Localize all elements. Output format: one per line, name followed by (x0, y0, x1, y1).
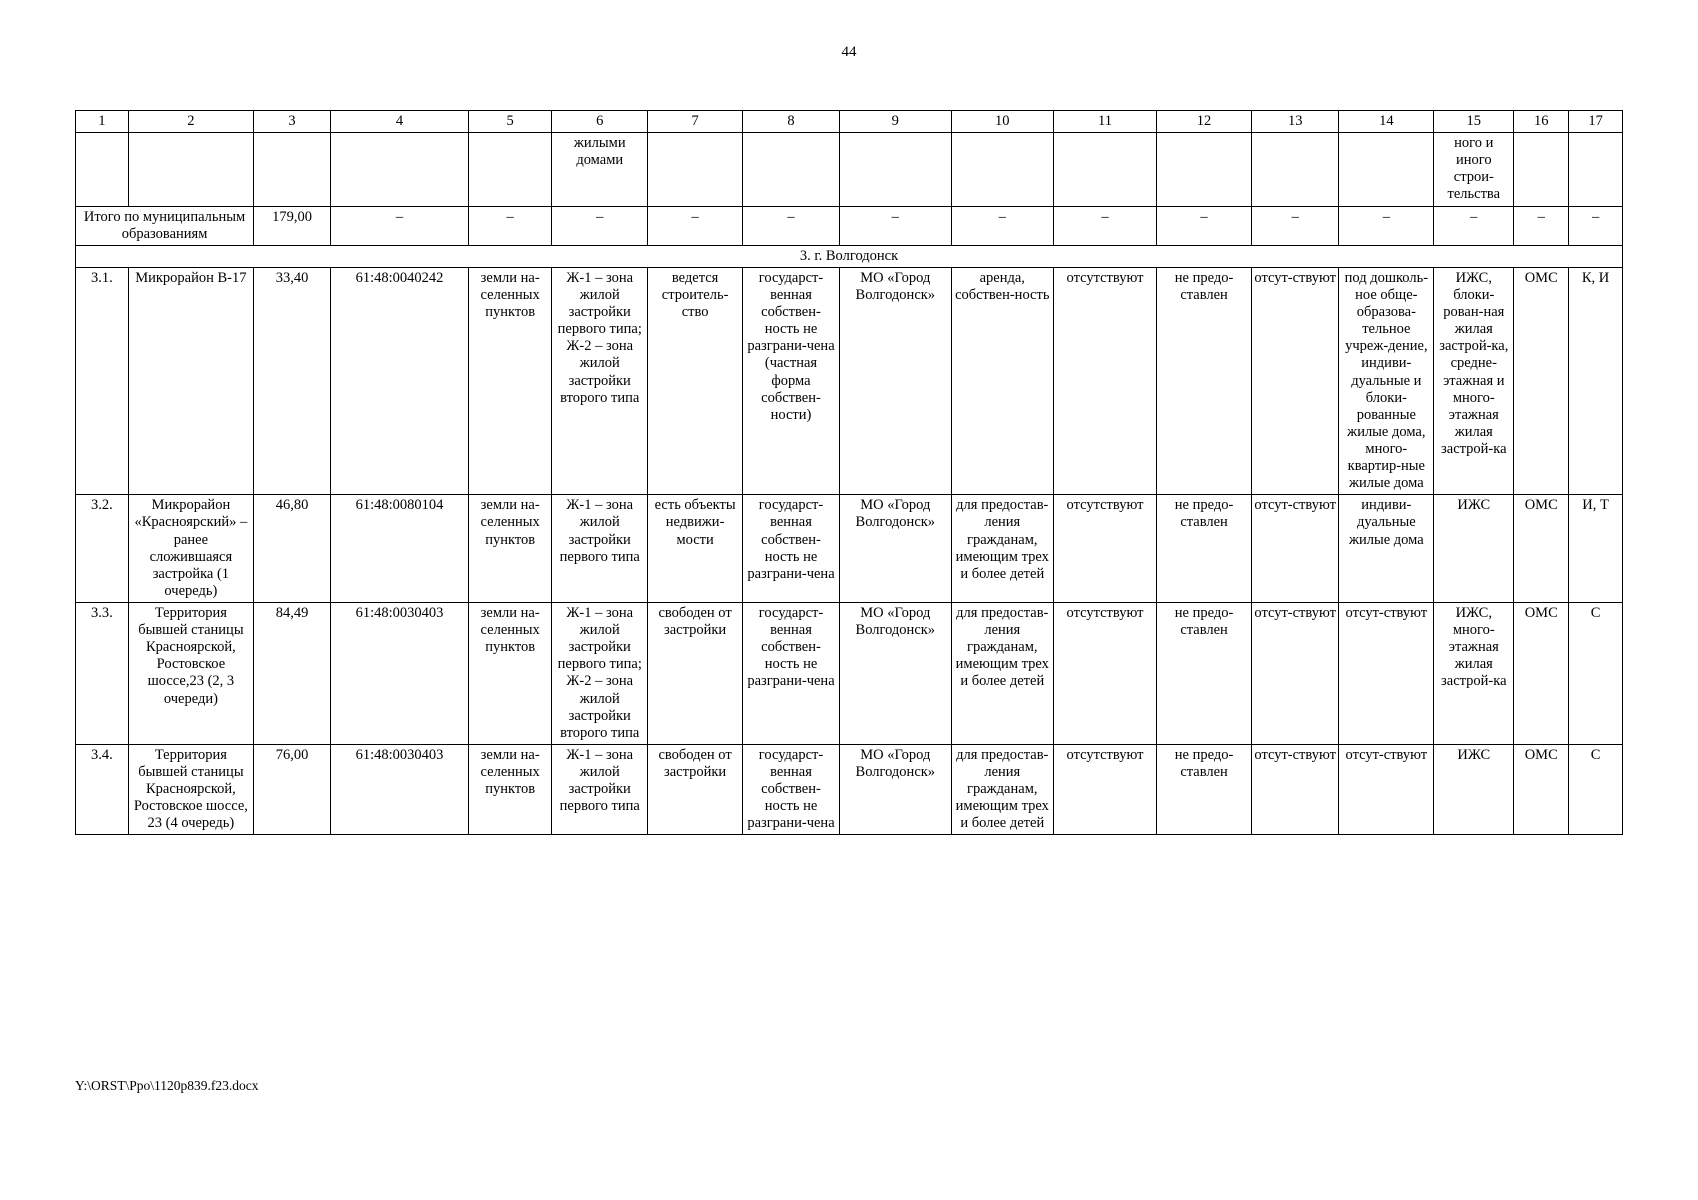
row-category: земли на-селенных пунктов (469, 267, 552, 494)
continued-c5 (469, 133, 552, 206)
row-building-type: ИЖС (1434, 744, 1514, 835)
footer-file-path: Y:\ORST\Ppo\1120p839.f23.docx (75, 1078, 259, 1093)
row-objects: отсут-ствуют (1251, 495, 1338, 603)
row-authority: ОМС (1514, 495, 1569, 603)
continued-c17 (1569, 133, 1623, 206)
row-encumbrances: отсутствуют (1053, 495, 1156, 603)
row-use: для предостав-ления гражданам, имеющим трех и более детей (951, 495, 1053, 603)
column-number-row (76, 111, 1623, 133)
row-planned: отсут-ствуют (1339, 602, 1434, 744)
total-dash-12: – (1157, 206, 1252, 245)
row-zone: Ж-1 – зона жилой застройки первого типа (552, 744, 648, 835)
row-marks: К, И (1569, 267, 1623, 494)
continued-c4 (331, 133, 469, 206)
row-name: Территория бывшей станицы Красноярской, Ростовское шоссе, 23 (4 очередь) (128, 744, 253, 835)
continued-c2 (128, 133, 253, 206)
total-dash-4: – (331, 206, 469, 245)
row-marks: С (1569, 744, 1623, 835)
row-cadastral: 61:48:0080104 (331, 495, 469, 603)
continued-c10 (951, 133, 1053, 206)
col-num-4: 4 (331, 111, 469, 133)
continued-c7 (648, 133, 743, 206)
row-planned: индиви-дуальные жилые дома (1339, 495, 1434, 603)
total-dash-15: – (1434, 206, 1514, 245)
row-cadastral: 61:48:0040242 (331, 267, 469, 494)
total-dash-11: – (1053, 206, 1156, 245)
row-cadastral: 61:48:0030403 (331, 602, 469, 744)
row-status: есть объекты недвижи-мости (648, 495, 743, 603)
row-number: 3.3. (76, 602, 129, 744)
row-name: Микрорайон В-17 (128, 267, 253, 494)
row-objects: отсут-ствуют (1251, 744, 1338, 835)
row-cadastral: 61:48:0030403 (331, 744, 469, 835)
row-number: 3.1. (76, 267, 129, 494)
row-provided: не предо-ставлен (1157, 602, 1252, 744)
row-name: Микрорайон «Красноярский» – ранее сложившаяся застройка (1 очередь) (128, 495, 253, 603)
row-zone: Ж-1 – зона жилой застройки первого типа; Ж-2 – зона жилой застройки второго типа (552, 602, 648, 744)
row-building-type: ИЖС, много-этажная жилая застрой-ка (1434, 602, 1514, 744)
total-dash-7: – (648, 206, 743, 245)
col-num-2: 2 (128, 111, 253, 133)
row-marks: И, Т (1569, 495, 1623, 603)
total-dash-10: – (951, 206, 1053, 245)
continued-c12 (1157, 133, 1252, 206)
row-building-type: ИЖС, блоки-рован-ная жилая застрой-ка, средне-этажная и много-этажная жилая застрой-ка (1434, 267, 1514, 494)
col-num-16: 16 (1514, 111, 1569, 133)
total-dash-5: – (469, 206, 552, 245)
continued-c6: жилыми домами (552, 133, 648, 206)
row-marks: С (1569, 602, 1623, 744)
col-num-1: 1 (76, 111, 129, 133)
row-category: земли на-селенных пунктов (469, 495, 552, 603)
total-dash-17: – (1569, 206, 1623, 245)
row-objects: отсут-ствуют (1251, 267, 1338, 494)
row-category: земли на-селенных пунктов (469, 744, 552, 835)
row-owner: МО «Город Волгодонск» (839, 602, 951, 744)
continued-c9 (839, 133, 951, 206)
total-row (76, 206, 1623, 245)
col-num-10: 10 (951, 111, 1053, 133)
row-status: ведется строитель-ство (648, 267, 743, 494)
continued-c15: ного и иного строи-тельства (1434, 133, 1514, 206)
row-category: земли на-селенных пунктов (469, 602, 552, 744)
row-use: для предостав-ления гражданам, имеющим трех и более детей (951, 744, 1053, 835)
row-status: свободен от застройки (648, 602, 743, 744)
row-ownership: государст-венная собствен-ность не разграни-чена (743, 495, 840, 603)
row-name: Территория бывшей станицы Красноярской, Ростовское шоссе,23 (2, 3 очереди) (128, 602, 253, 744)
total-dash-8: – (743, 206, 840, 245)
table-row (76, 495, 1623, 603)
row-provided: не предо-ставлен (1157, 744, 1252, 835)
row-status: свободен от застройки (648, 744, 743, 835)
col-num-9: 9 (839, 111, 951, 133)
continued-c8 (743, 133, 840, 206)
continued-row (76, 133, 1623, 206)
land-plots-table-container (75, 110, 1623, 835)
table-row (76, 744, 1623, 835)
row-provided: не предо-ставлен (1157, 267, 1252, 494)
row-ownership: государст-венная собствен-ность не разграни-чена (743, 744, 840, 835)
section-title: 3. г. Волгодонск (76, 245, 1623, 267)
total-dash-9: – (839, 206, 951, 245)
row-zone: Ж-1 – зона жилой застройки первого типа (552, 495, 648, 603)
row-number: 3.4. (76, 744, 129, 835)
row-area: 33,40 (254, 267, 331, 494)
continued-c14 (1339, 133, 1434, 206)
col-num-14: 14 (1339, 111, 1434, 133)
total-value: 179,00 (254, 206, 331, 245)
col-num-6: 6 (552, 111, 648, 133)
col-num-15: 15 (1434, 111, 1514, 133)
land-plots-table (75, 110, 1623, 835)
table-row (76, 267, 1623, 494)
row-use: аренда, собствен-ность (951, 267, 1053, 494)
row-owner: МО «Город Волгодонск» (839, 267, 951, 494)
row-use: для предостав-ления гражданам, имеющим трех и более детей (951, 602, 1053, 744)
row-planned: под дошколь-ное обще-образова-тельное учреж-дение, индиви-дуальные и блоки-рованные жилые дома, много-квартир-ные жилые дома (1339, 267, 1434, 494)
row-authority: ОМС (1514, 602, 1569, 744)
section-title-row (76, 245, 1623, 267)
col-num-5: 5 (469, 111, 552, 133)
row-authority: ОМС (1514, 267, 1569, 494)
row-owner: МО «Город Волгодонск» (839, 744, 951, 835)
row-encumbrances: отсутствуют (1053, 267, 1156, 494)
total-dash-13: – (1251, 206, 1338, 245)
row-authority: ОМС (1514, 744, 1569, 835)
row-number: 3.2. (76, 495, 129, 603)
row-objects: отсут-ствуют (1251, 602, 1338, 744)
row-owner: МО «Город Волгодонск» (839, 495, 951, 603)
row-area: 76,00 (254, 744, 331, 835)
continued-c11 (1053, 133, 1156, 206)
col-num-8: 8 (743, 111, 840, 133)
row-provided: не предо-ставлен (1157, 495, 1252, 603)
col-num-13: 13 (1251, 111, 1338, 133)
row-area: 84,49 (254, 602, 331, 744)
continued-c13 (1251, 133, 1338, 206)
col-num-17: 17 (1569, 111, 1623, 133)
total-label: Итого по муниципальным образованиям (76, 206, 254, 245)
row-encumbrances: отсутствуют (1053, 744, 1156, 835)
col-num-12: 12 (1157, 111, 1252, 133)
row-ownership: государст-венная собствен-ность не разграни-чена (частная форма собствен-ности) (743, 267, 840, 494)
total-dash-16: – (1514, 206, 1569, 245)
row-ownership: государст-венная собствен-ность не разграни-чена (743, 602, 840, 744)
col-num-7: 7 (648, 111, 743, 133)
total-dash-6: – (552, 206, 648, 245)
row-encumbrances: отсутствуют (1053, 602, 1156, 744)
row-zone: Ж-1 – зона жилой застройки первого типа; Ж-2 – зона жилой застройки второго типа (552, 267, 648, 494)
continued-c16 (1514, 133, 1569, 206)
table-row (76, 602, 1623, 744)
page-number: 44 (841, 44, 857, 60)
row-planned: отсут-ствуют (1339, 744, 1434, 835)
total-dash-14: – (1339, 206, 1434, 245)
row-building-type: ИЖС (1434, 495, 1514, 603)
col-num-11: 11 (1053, 111, 1156, 133)
row-area: 46,80 (254, 495, 331, 603)
continued-c3 (254, 133, 331, 206)
continued-c1 (76, 133, 129, 206)
col-num-3: 3 (254, 111, 331, 133)
